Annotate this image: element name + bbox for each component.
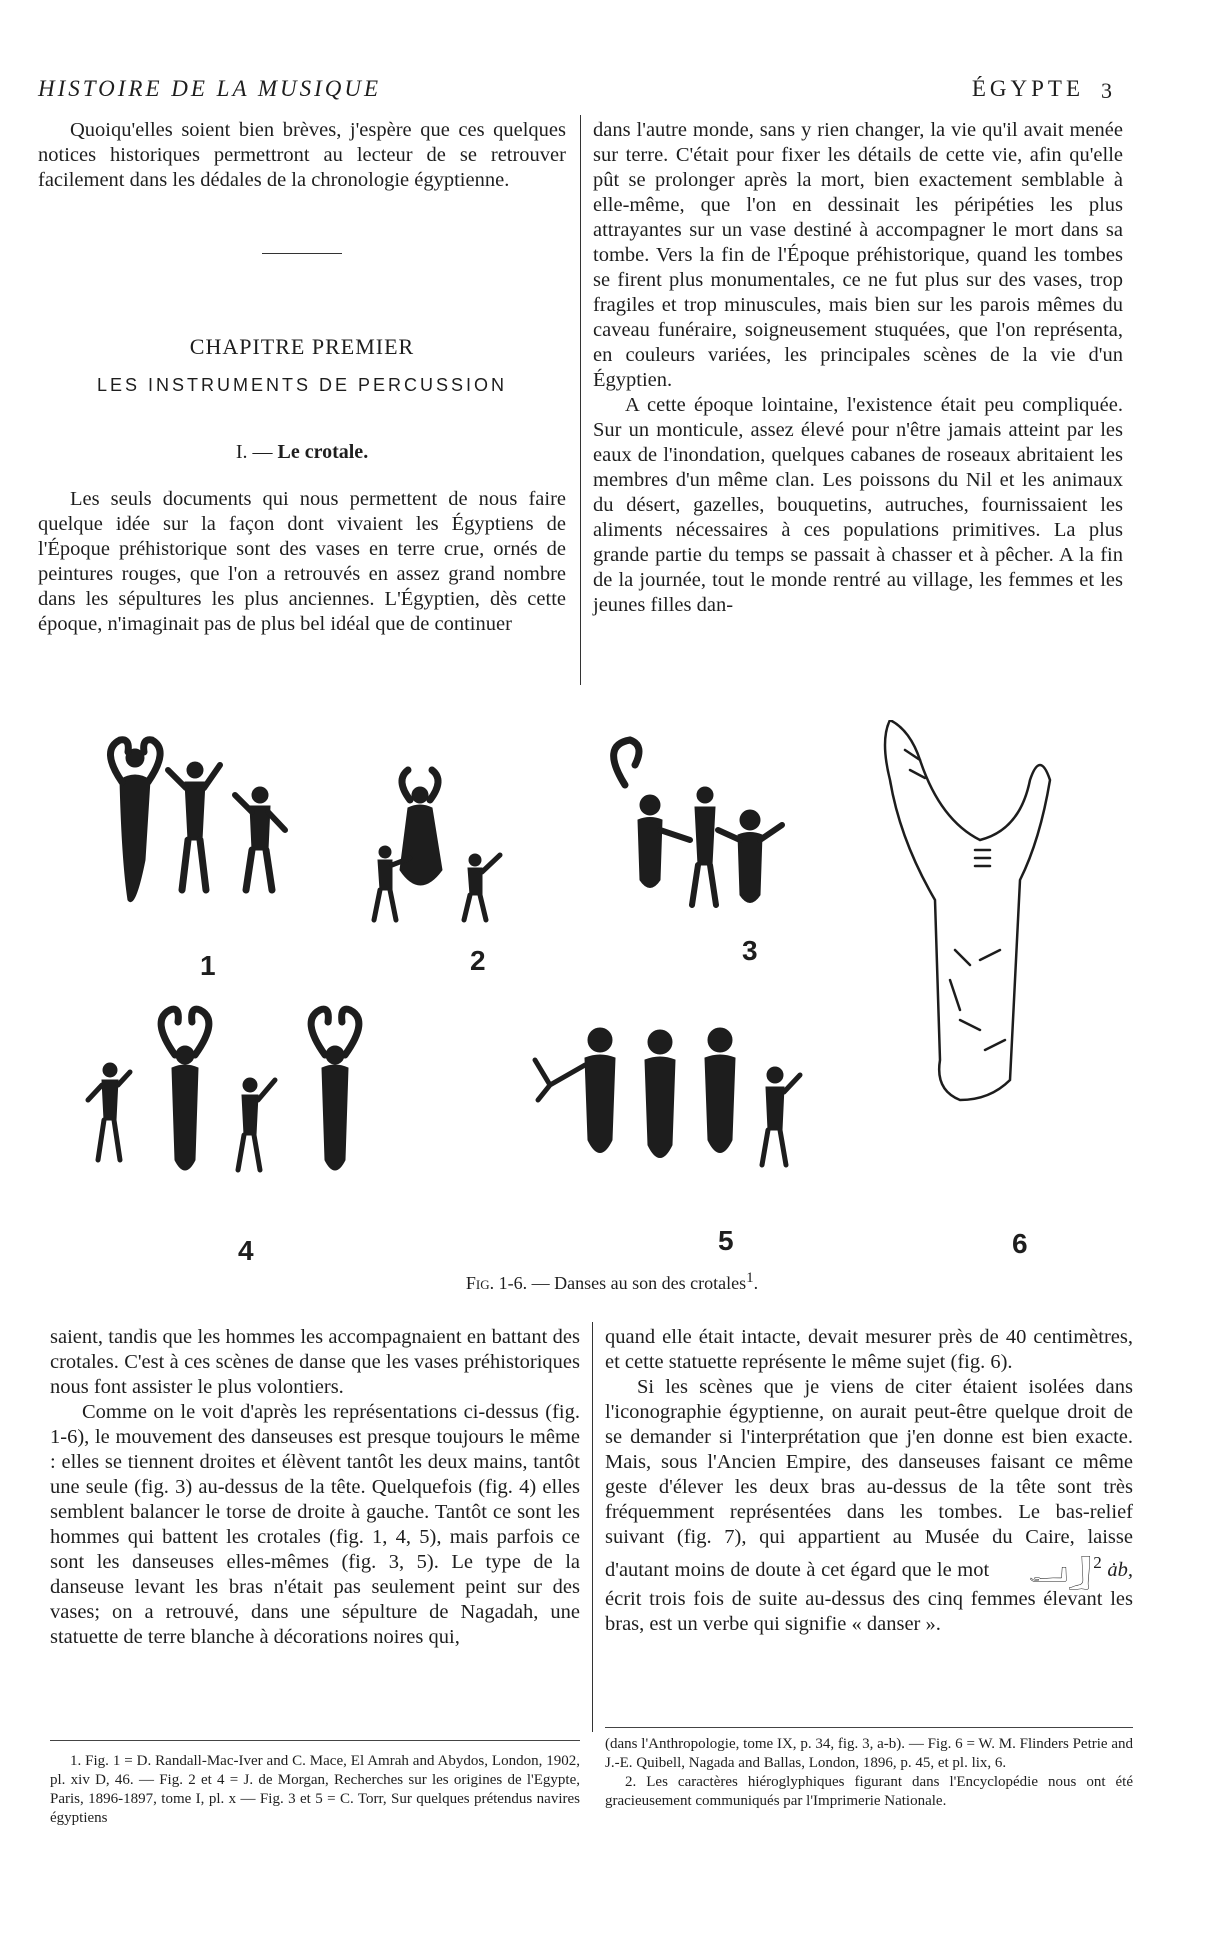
running-head-title: ÉGYPTE: [971, 76, 1084, 101]
separator-rule: [262, 253, 342, 254]
dancer-figure-3: [614, 740, 782, 905]
chapter-subtitle: LES INSTRUMENTS DE PERCUSSION: [96, 375, 508, 395]
figure-illustration: [40, 720, 1190, 1290]
figure-label-2: 2: [470, 945, 486, 976]
dancer-figure-5: [535, 1028, 800, 1165]
caption-text: — Danses au son des crotales: [531, 1273, 747, 1293]
figure-label-1: 1: [200, 950, 216, 981]
figure-dancers: [40, 720, 1190, 1290]
figure-label-3: 3: [742, 935, 758, 966]
column-top-right: [593, 118, 1123, 618]
footnotes-right: [605, 1735, 1133, 1811]
paragraph: A cette époque lointaine, l'existence était peu compliquée. Sur un monticule, assez élevé pour n'être jamais atteint par les eaux de l'inondation, quelques cabanes de roseaux abritaient les membres d'un même clan. Les poissons du Nil et les animaux du désert, gazelles, bouquetins, autruches, fournissaient les aliments nécessaires à ces populations primitives. La plus grande partie du temps se passait à chasser et à pêcher. A la fin de la journée, tout le monde rentré au village, les femmes et les jeunes filles dan-: [593, 394, 1123, 616]
column-divider: [592, 1322, 593, 1732]
footnote-rule: [50, 1740, 580, 1741]
dancer-figure-2: [374, 770, 500, 920]
paragraph: [605, 1375, 1133, 1637]
figure-caption: [0, 1270, 1224, 1294]
dancer-figure-1: [110, 740, 285, 902]
section-title: Le crotale.: [277, 441, 369, 463]
footnote-1-continued: (dans l'Anthropologie, tome IX, p. 34, fig. 3, a-b). — Fig. 6 = W. M. Flinders Petrie and J.-E. Quibell, Nagada and Ballas, London, 1896, p. 45, et pl. lix, 6.: [605, 1736, 1133, 1771]
figure-label-6: 6: [1012, 1228, 1028, 1259]
paragraph: saient, tandis que les hommes les accompagnaient en battant des crotales. C'est à ces scènes de danse que les vases préhistoriques nous font assister le plus volontiers.: [50, 1326, 580, 1398]
paragraph: quand elle était intacte, devait mesurer près de 40 centimètres, et cette statuette représente le même sujet (fig. 6).: [605, 1326, 1133, 1373]
footnote-2: 2. Les caractères hiéroglyphiques figurant dans l'Encyclopédie nous ont été gracieusement communiqués par l'Imprimerie Nationale.: [605, 1774, 1133, 1809]
column-divider: [580, 115, 581, 685]
running-head-left: HISTOIRE DE LA MUSIQUE: [38, 76, 382, 101]
page-number: 3: [1101, 78, 1112, 103]
footnote-rule: [605, 1727, 1133, 1728]
paragraph: Comme on le voit d'après les représentations ci-dessus (fig. 1-6), le mouvement des danseuses est presque toujours le même : elles se tiennent droites et élèvent tantôt les deux mains, tantôt une seule (fig. 3) au-dessus de la tête. Quelquefois (fig. 4) elles semblent balancer le torse de droite à gauche. Tantôt ce sont les hommes qui battent les crotales (fig. 1, 4, 5), mais parfois ce sont les danseuses elles-mêmes (fig. 3, 5). Le type de la danseuse levant les bras n'était pas seulement peint sur des vases; on a retrouvé, dans une sépulture de Nagadah, une statuette de terre blanche à décorations noires qui,: [50, 1401, 580, 1648]
transliteration: ȧb,: [1107, 1558, 1133, 1581]
footnotes-left: [50, 1752, 580, 1828]
footnote-1: 1. Fig. 1 = D. Randall-Mac-Iver and C. Mace, El Amrah and Abydos, London, 1902, pl. xiv D, 46. — Fig. 2 et 4 = J. de Morgan, Recherches sur les origines de l'Egypte, Paris, 1896-1897, tome I, pl. x — Fig. 3 et 5 = C. Torr, Sur quelques prétendus navires égyptiens: [50, 1753, 580, 1826]
footnote-marker-2: 2: [1093, 1553, 1102, 1572]
statuette-figure-6: [885, 720, 1050, 1100]
section-number: I. —: [235, 441, 273, 463]
intro-paragraph: Quoiqu'elles soient bien brèves, j'espère que ces quelques notices historiques permettront au lecteur de se retrouver facilement dans les dédales de la chronologie égyptienne.: [38, 119, 566, 191]
column-bottom-right: [605, 1325, 1133, 1637]
paragraph: Les seuls documents qui nous permettent de nous faire quelque idée sur la façon dont vivaient les Égyptiens de l'Époque préhistorique sont des vases en terre crue, ornés de peintures rouges, que l'on a retrouvés en assez grand nombre dans les sépultures les plus anciennes. L'Égyptien, dès cette époque, n'imaginait pas de plus bel idéal que de continuer: [38, 488, 566, 635]
paragraph: dans l'autre monde, sans y rien changer, la vie qu'il avait menée sur terre. C'était pour fixer les détails de cette vie, afin qu'elle pût se prolonger après la mort, bien exactement semblable à elle-même, que l'on en dessinait les péripéties les plus attrayantes sur un vase destiné à accompagner le mort dans sa tombe. Vers la fin de l'Époque préhistorique, quand les tombes se firent plus monumentales, ce ne fut plus sur des vases, trop fragiles et trop minuscules, mais bien sur les parois mêmes du caveau funéraire, soigneusement stuquées, que l'on représenta, en couleurs variées, les principales scènes de la vie d'un Égyptien.: [593, 119, 1123, 391]
caption-end: .: [753, 1273, 759, 1293]
caption-fig-ref: Fig. 1-6.: [465, 1273, 528, 1293]
caption-footnote-marker: 1: [746, 1270, 754, 1286]
hieroglyph-ab-icon: 𓂝𓃀: [1028, 1558, 1092, 1589]
figure-label-5: 5: [718, 1225, 734, 1256]
paragraph-text: écrit trois fois de suite au-dessus des cinq femmes élevant les bras, est un verbe qui signifie « danser ».: [605, 1587, 1133, 1635]
column-bottom-left: [50, 1325, 580, 1650]
paragraph-text: Si les scènes que je viens de citer étaient isolées dans l'iconographie égyptienne, on aurait peut-être quelque droit de se demander si l'interprétation que j'en donne est bien exacte. Mais, sous l'Ancien Empire, des danseuses faisant ce même geste d'élever les deux bras au-dessus de la tête sont très fréquemment représentées dans les tombes. Le bas-relief suivant (fig. 7), qui appartient au Musée du Caire, laisse d'autant moins de doute à cet égard que le mot: [605, 1376, 1133, 1581]
figure-label-4: 4: [238, 1235, 254, 1266]
dancer-figure-4: [88, 1009, 359, 1170]
chapter-title: CHAPITRE PREMIER: [189, 334, 415, 359]
column-top-left: [38, 118, 566, 637]
section-heading: [38, 440, 566, 465]
